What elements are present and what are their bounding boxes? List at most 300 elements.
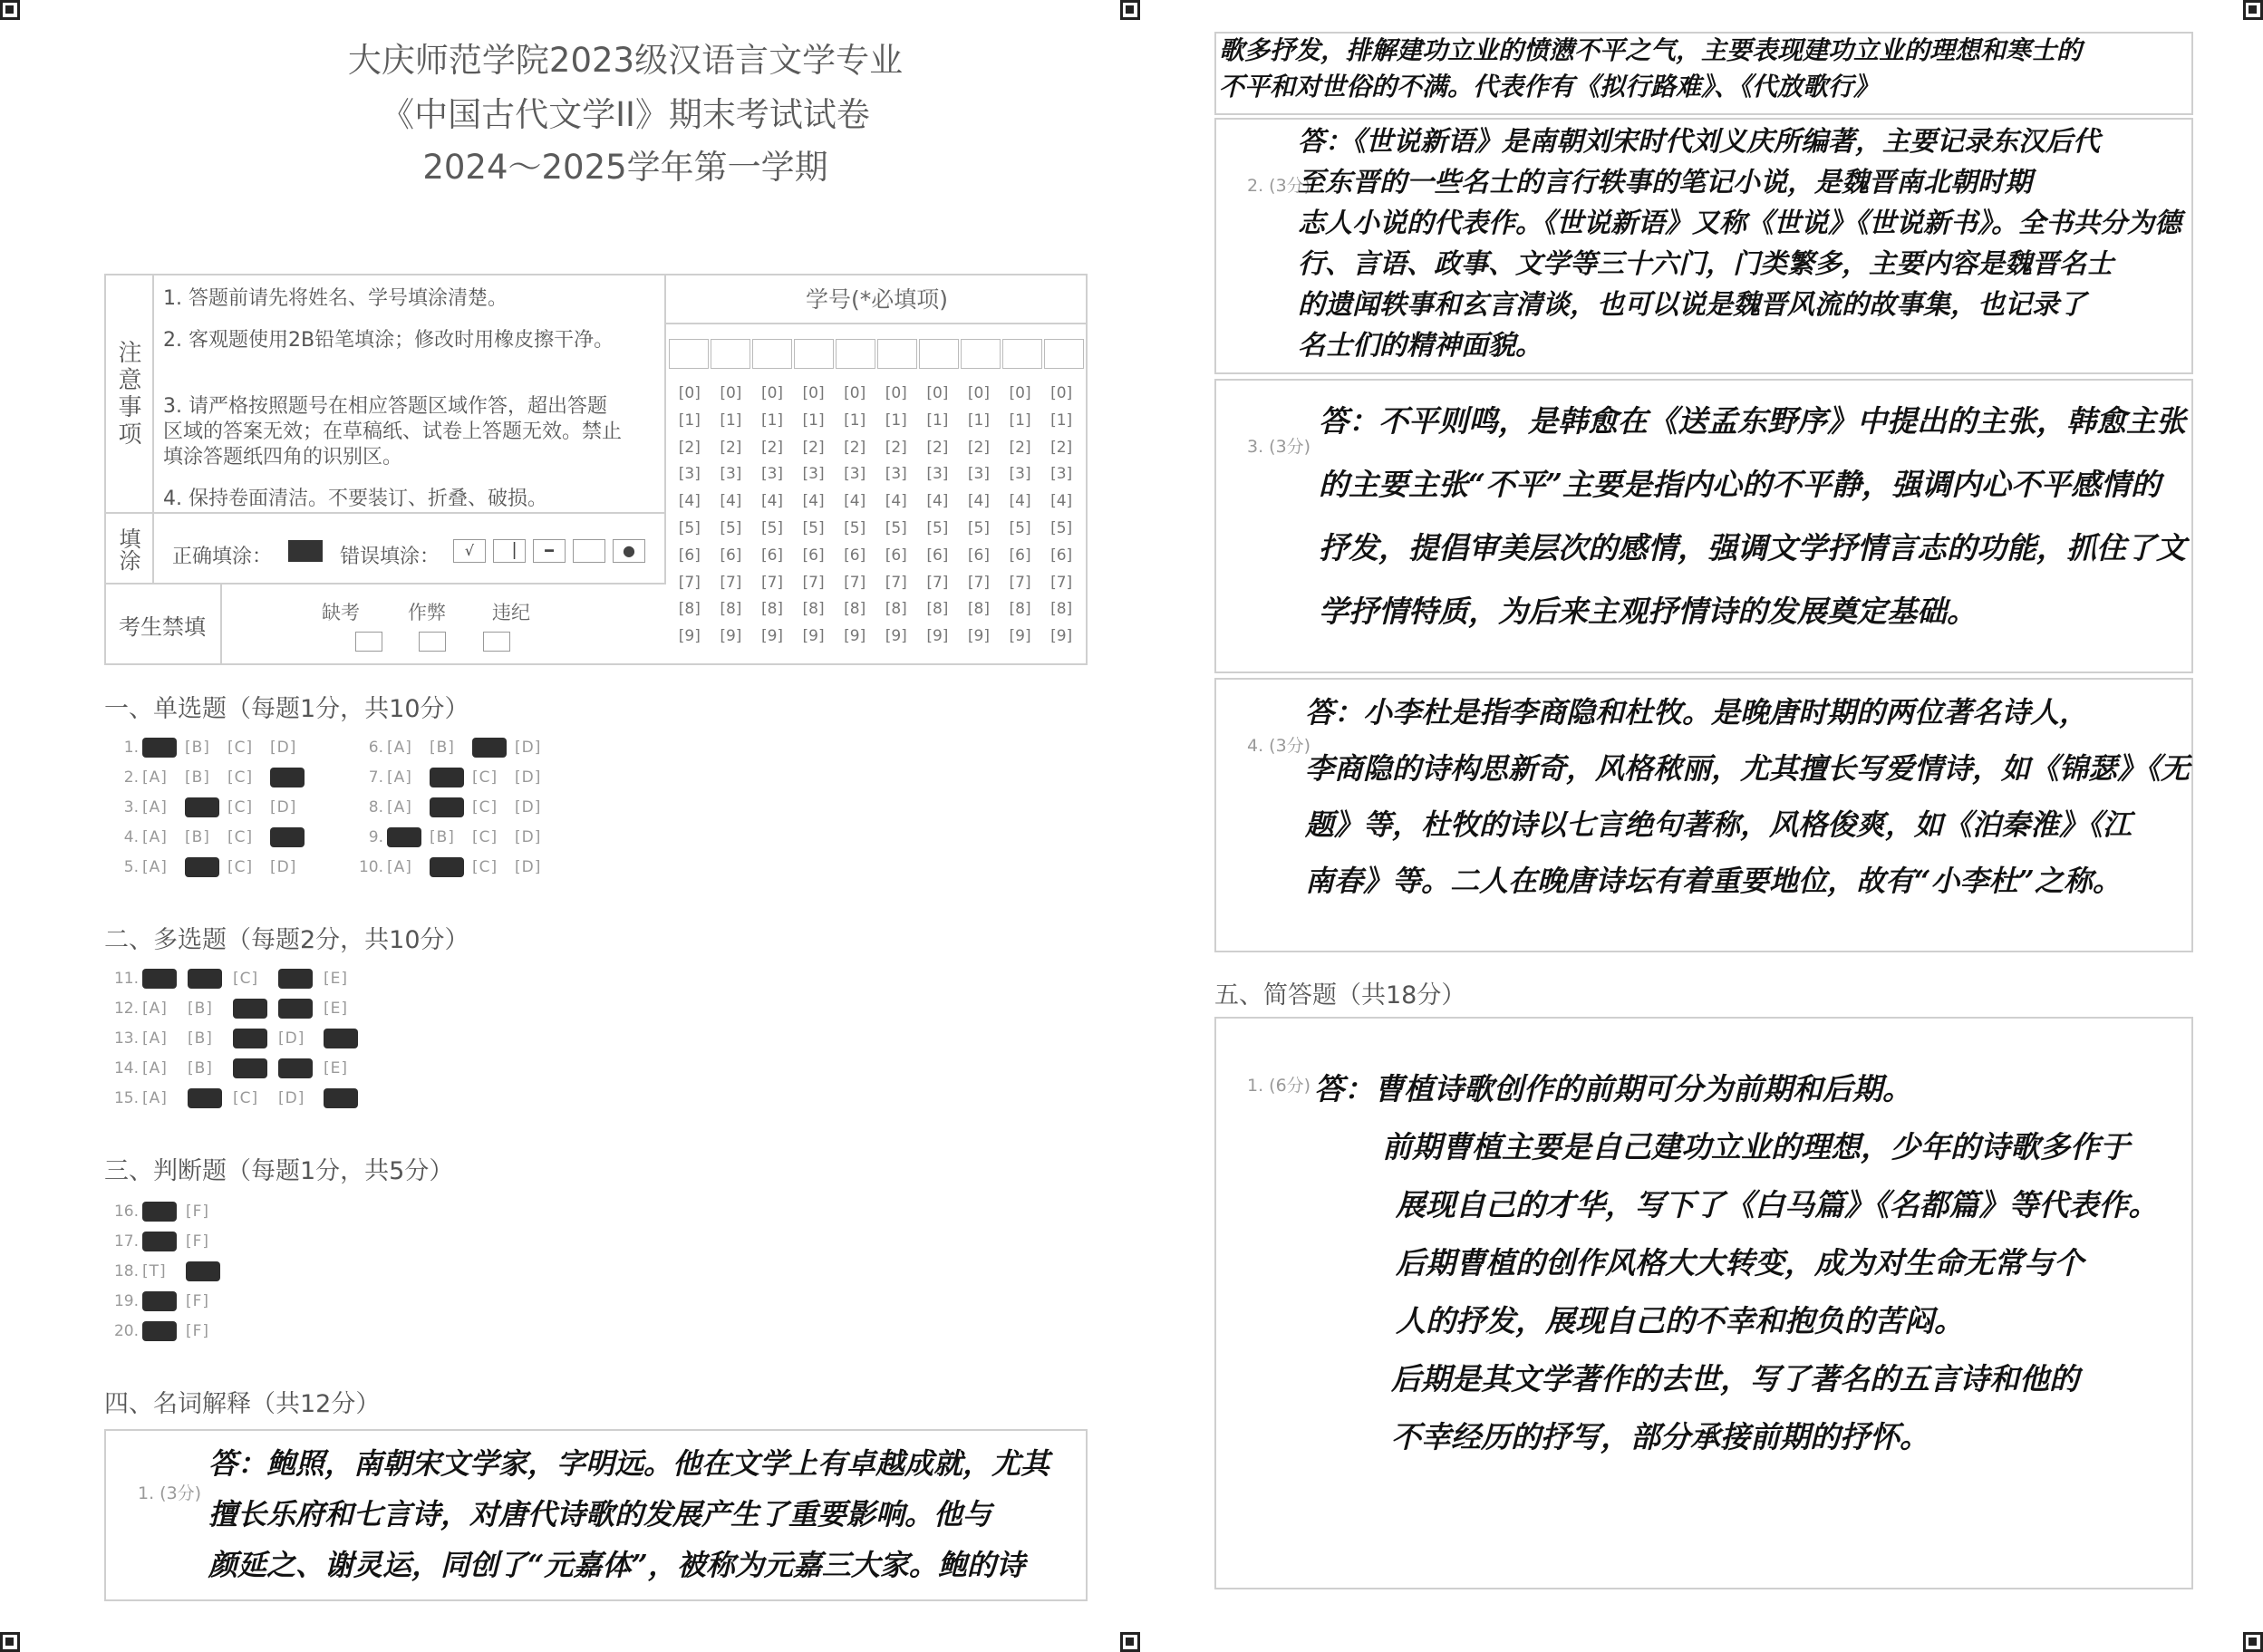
answer-bubble-filled[interactable] — [278, 969, 324, 989]
student-id-bubble[interactable]: [5] — [926, 518, 949, 537]
filled-bubble — [185, 857, 219, 877]
term-4-label: 4. (3分) — [1247, 736, 1311, 756]
answer-bubble-filled[interactable] — [142, 1202, 186, 1222]
question-number: 10. — [358, 857, 383, 876]
filled-bubble — [142, 1321, 177, 1341]
term-3-line-4: 学抒情特质，为后来主观抒情诗的发展奠定基础。 — [1319, 594, 1977, 629]
student-id-bubble[interactable]: [9] — [1009, 627, 1031, 646]
question-number: 8. — [368, 797, 383, 816]
answer-bubble[interactable]: [A] — [142, 857, 168, 876]
student-id-bubble[interactable]: [7] — [760, 573, 784, 592]
student-id-bubble[interactable]: [1] — [678, 411, 701, 430]
answer-bubble[interactable]: [F] — [186, 1202, 210, 1221]
answer-row — [358, 762, 557, 792]
absent-checkbox[interactable] — [355, 632, 382, 652]
student-id-bubble[interactable]: [6] — [844, 546, 866, 565]
student-id-bubble[interactable]: [9] — [844, 627, 866, 646]
student-id-bubble[interactable]: [2] — [967, 438, 990, 457]
answer-bubble[interactable]: [D] — [515, 797, 542, 816]
wrong-mark-check: √ — [453, 539, 486, 563]
student-id-bubble[interactable]: [1] — [1009, 411, 1031, 430]
exam-option-cheating: 作弊 — [408, 602, 446, 623]
answer-row — [358, 732, 557, 762]
answer-bubble[interactable]: [C] — [233, 1088, 259, 1107]
multi-choice-list[interactable] — [113, 963, 369, 1113]
answer-bubble[interactable]: [C] — [227, 797, 254, 816]
answer-bubble[interactable]: [F] — [186, 1321, 210, 1340]
true-false-list[interactable] — [113, 1196, 229, 1346]
term-1-continued-line-2: 不平和对世俗的不满。代表作有《拟行路难》、《代放歌行》 — [1219, 72, 1880, 101]
corner-mark-bottom-center — [1120, 1632, 1140, 1652]
filled-bubble — [270, 827, 305, 847]
answer-bubble[interactable]: [F] — [186, 1232, 210, 1251]
student-id-bubble[interactable]: [5] — [802, 518, 825, 537]
wrong-mark-empty — [573, 539, 605, 563]
student-id-cell[interactable] — [961, 339, 1001, 369]
student-id-bubble[interactable]: [1] — [967, 411, 990, 430]
short-1-line-2: 前期曹植主要是自己建功立业的理想，少年的诗歌多作于 — [1382, 1129, 2130, 1164]
student-id-bubble[interactable]: [3] — [1050, 465, 1073, 484]
term-2-line-3: 志人小说的代表作。《世说新语》又称《世说》《世说新书》。全书共分为德 — [1298, 208, 2181, 239]
answer-bubble-filled[interactable] — [278, 1058, 324, 1078]
answer-bubble[interactable]: [D] — [515, 827, 542, 846]
term-3-label: 3. (3分) — [1247, 437, 1311, 457]
student-id-cell[interactable] — [669, 339, 709, 369]
term-1-line-1: 答：鲍照，南朝宋文学家，字明远。他在文学上有卓越成就，尤其 — [208, 1446, 1050, 1481]
student-id-bubble[interactable]: [4] — [967, 492, 990, 511]
term-1-line-2: 擅长乐府和七言诗，对唐代诗歌的发展产生了重要影响。他与 — [208, 1497, 992, 1531]
short-1-line-5: 人的抒发，展现自己的不幸和抱负的苦闷。 — [1396, 1303, 1964, 1338]
corner-mark-top-center — [1120, 0, 1140, 20]
answer-bubble-filled[interactable] — [142, 1232, 186, 1251]
student-id-bubble[interactable]: [6] — [1009, 546, 1031, 565]
answer-bubble[interactable]: [B] — [185, 738, 210, 757]
short-1-line-4: 后期曹植的创作风格大大转变，成为对生命无常与个 — [1396, 1245, 2084, 1280]
answer-bubble-filled[interactable] — [188, 1088, 233, 1108]
student-id-bubble[interactable]: [7] — [802, 573, 825, 592]
student-id-bubble[interactable]: [8] — [720, 600, 742, 619]
correct-fill-label: 正确填涂： — [172, 546, 273, 568]
answer-bubble[interactable]: [A] — [142, 999, 168, 1018]
student-id-bubble[interactable]: [0] — [678, 384, 701, 402]
answer-bubble-filled[interactable] — [387, 827, 430, 847]
student-id-bubble[interactable]: [0] — [844, 384, 866, 402]
student-id-bubble[interactable]: [0] — [802, 384, 825, 402]
student-id-bubble[interactable]: [6] — [1050, 546, 1073, 565]
student-id-cell[interactable] — [752, 339, 792, 369]
student-id-bubble[interactable]: [6] — [760, 546, 784, 565]
filled-bubble — [278, 1058, 313, 1078]
student-id-bubble[interactable]: [4] — [885, 492, 907, 511]
student-id-column — [875, 381, 917, 651]
student-id-bubble[interactable]: [7] — [844, 573, 866, 592]
wrong-mark-bar: ▕ — [493, 539, 526, 563]
student-id-bubble-grid[interactable] — [669, 381, 1086, 651]
student-id-bubble[interactable]: [5] — [1050, 518, 1073, 537]
single-choice-col-2[interactable] — [358, 732, 557, 882]
answer-row — [113, 1226, 229, 1256]
answer-bubble-filled[interactable] — [270, 768, 313, 787]
answer-bubble-filled[interactable] — [142, 1321, 186, 1341]
student-id-bubble[interactable]: [6] — [967, 546, 990, 565]
answer-bubble-filled[interactable] — [270, 827, 313, 847]
student-id-bubble[interactable]: [7] — [678, 573, 701, 592]
student-id-column — [711, 381, 752, 651]
question-number: 20. — [113, 1321, 139, 1340]
answer-bubble-filled[interactable] — [278, 999, 324, 1019]
student-id-bubble[interactable]: [2] — [678, 438, 701, 457]
student-id-bubble[interactable]: [9] — [678, 627, 701, 646]
answer-bubble[interactable]: [E] — [324, 969, 349, 988]
term-3-line-2: 的主要主张“不平”主要是指内心的不平静，强调内心不平感情的 — [1319, 467, 2161, 502]
exam-option-absent: 缺考 — [322, 602, 360, 623]
answer-bubble-filled[interactable] — [430, 768, 472, 787]
student-id-bubble[interactable]: [9] — [760, 627, 784, 646]
answer-row — [113, 762, 313, 792]
term-2-label: 2. (3分) — [1247, 176, 1311, 196]
section-multi-choice: 二、多选题（每题2分，共10分） — [104, 926, 469, 954]
question-number: 2. — [123, 768, 139, 787]
corner-mark-bottom-right — [2243, 1632, 2263, 1652]
student-id-bubble[interactable]: [1] — [720, 411, 742, 430]
answer-row — [113, 1316, 229, 1346]
student-id-bubble[interactable]: [6] — [802, 546, 825, 565]
answer-bubble[interactable]: [C] — [472, 797, 498, 816]
exam-title-course: 《中国古代文学II》期末考试试卷 — [381, 95, 870, 134]
student-id-bubble[interactable]: [3] — [885, 465, 907, 484]
section-true-false: 三、判断题（每题1分，共5分） — [104, 1157, 454, 1185]
short-1-line-1: 答：曹植诗歌创作的前期可分为前期和后期。 — [1314, 1071, 1912, 1106]
answer-bubble[interactable]: [D] — [278, 1029, 305, 1048]
student-id-bubble[interactable]: [2] — [1009, 438, 1031, 457]
student-id-bubble[interactable]: [5] — [967, 518, 990, 537]
student-id-bubble[interactable]: [0] — [760, 384, 784, 402]
answer-bubble-filled[interactable] — [233, 1058, 278, 1078]
student-id-bubble[interactable]: [4] — [1009, 492, 1031, 511]
notice-item-3: 3. 请严格按照题号在相应答题区域作答，超出答题区域的答案无效；在草稿纸、试卷上答题无效。禁止填涂答题纸四角的识别区。 — [163, 395, 623, 469]
student-id-bubble[interactable]: [5] — [678, 518, 701, 537]
answer-row — [113, 1053, 369, 1083]
student-id-bubble[interactable]: [2] — [760, 438, 784, 457]
student-id-bubble[interactable]: [2] — [720, 438, 742, 457]
student-id-bubble[interactable]: [5] — [885, 518, 907, 537]
term-1-label: 1. (3分) — [138, 1483, 202, 1503]
question-number: 13. — [113, 1029, 139, 1048]
section-short-answer: 五、简答题（共18分） — [1214, 981, 1466, 1010]
answer-bubble[interactable]: [B] — [430, 738, 455, 757]
answer-bubble[interactable]: [B] — [185, 827, 210, 846]
answer-bubble[interactable]: [C] — [227, 768, 254, 787]
term-3-line-1: 答：不平则鸣，是韩愈在《送孟东野序》中提出的主张，韩愈主张 — [1319, 403, 2186, 439]
student-id-bubble[interactable]: [4] — [678, 492, 701, 511]
answer-bubble-filled[interactable] — [472, 738, 515, 758]
student-id-bubble[interactable]: [2] — [844, 438, 866, 457]
student-id-bubble[interactable]: [8] — [926, 600, 949, 619]
question-number: 9. — [368, 827, 383, 846]
student-id-bubble[interactable]: [3] — [926, 465, 949, 484]
answer-bubble[interactable]: [B] — [430, 827, 455, 846]
question-number: 12. — [113, 999, 139, 1018]
student-id-cell[interactable] — [1002, 339, 1042, 369]
student-id-bubble[interactable]: [6] — [678, 546, 701, 565]
student-id-bubble[interactable]: [1] — [802, 411, 825, 430]
answer-bubble[interactable]: [A] — [142, 768, 168, 787]
student-id-bubble[interactable]: [4] — [802, 492, 825, 511]
student-id-bubble[interactable]: [4] — [1050, 492, 1073, 511]
answer-bubble[interactable]: [A] — [387, 768, 412, 787]
student-id-cell[interactable] — [919, 339, 959, 369]
term-2-line-2: 至东晋的一些名士的言行轶事的笔记小说，是魏晋南北朝时期 — [1298, 167, 2032, 198]
student-id-cell[interactable] — [877, 339, 917, 369]
student-id-bubble[interactable]: [5] — [1009, 518, 1031, 537]
student-id-bubble[interactable]: [7] — [926, 573, 949, 592]
student-id-bubble[interactable]: [4] — [844, 492, 866, 511]
answer-bubble-filled[interactable] — [430, 857, 472, 877]
student-id-bubble[interactable]: [2] — [1050, 438, 1073, 457]
student-id-label: 学号(*必填项) — [805, 286, 948, 313]
student-id-bubble[interactable]: [8] — [678, 600, 701, 619]
answer-bubble[interactable]: [F] — [186, 1291, 210, 1310]
student-id-cell[interactable] — [794, 339, 834, 369]
answer-bubble[interactable]: [D] — [270, 738, 297, 757]
student-id-bubble[interactable]: [7] — [967, 573, 990, 592]
single-choice-col-1[interactable] — [113, 732, 313, 882]
student-id-bubble[interactable]: [2] — [802, 438, 825, 457]
answer-bubble-filled[interactable] — [142, 1291, 186, 1311]
answer-bubble[interactable]: [D] — [515, 738, 542, 757]
wrong-mark-dash: ━ — [533, 539, 566, 563]
answer-bubble-filled[interactable] — [430, 797, 472, 817]
answer-bubble-filled[interactable] — [233, 999, 278, 1019]
answer-bubble[interactable]: [B] — [188, 1029, 213, 1048]
answer-bubble[interactable]: [C] — [227, 827, 254, 846]
answer-bubble-filled[interactable] — [185, 797, 227, 817]
student-id-bubble[interactable]: [9] — [802, 627, 825, 646]
answer-bubble-filled[interactable] — [324, 1029, 369, 1048]
answer-bubble-filled[interactable] — [186, 1261, 229, 1281]
student-id-bubble[interactable]: [0] — [1050, 384, 1073, 402]
corner-mark-top-right — [2243, 0, 2263, 20]
term-4-line-2: 李商隐的诗构思新奇，风格秾丽，尤其擅长写爱情诗，如《锦瑟》《无 — [1305, 751, 2190, 786]
notice-item-2: 2. 客观题使用2B铅笔填涂；修改时用橡皮擦干净。 — [163, 329, 614, 352]
student-id-bubble[interactable]: [8] — [1009, 600, 1031, 619]
student-id-bubble[interactable]: [2] — [885, 438, 907, 457]
answer-bubble-filled[interactable] — [188, 969, 233, 989]
answer-bubble[interactable]: [A] — [142, 1088, 168, 1107]
student-id-bubble[interactable]: [1] — [844, 411, 866, 430]
question-number: 1. — [123, 738, 139, 757]
filled-bubble — [142, 1202, 177, 1222]
fill-heading: 填涂 — [115, 527, 140, 571]
answer-bubble[interactable]: [A] — [142, 1029, 168, 1048]
student-id-bubble[interactable]: [8] — [844, 600, 866, 619]
student-id-bubble[interactable]: [4] — [926, 492, 949, 511]
student-id-bubble[interactable]: [3] — [720, 465, 742, 484]
violation-checkbox[interactable] — [483, 632, 510, 652]
term-4-line-3: 题》等，杜牧的诗以七言绝句著称，风格俊爽，如《泊秦淮》《江 — [1305, 807, 2132, 842]
student-id-bubble[interactable]: [9] — [885, 627, 907, 646]
short-1-line-3: 展现自己的才华，写下了《白马篇》《名都篇》等代表作。 — [1396, 1187, 2159, 1222]
answer-bubble[interactable]: [A] — [387, 857, 412, 876]
student-id-bubble[interactable]: [0] — [926, 384, 949, 402]
short-1-label: 1. (6分) — [1247, 1076, 1311, 1096]
question-number: 17. — [113, 1232, 139, 1251]
question-number: 18. — [113, 1261, 139, 1280]
student-id-bubble[interactable]: [5] — [760, 518, 784, 537]
student-id-bubble[interactable]: [0] — [1009, 384, 1031, 402]
answer-bubble-filled[interactable] — [324, 1088, 369, 1108]
answer-bubble[interactable]: [C] — [227, 857, 254, 876]
filled-bubble — [387, 827, 421, 847]
filled-bubble — [188, 969, 222, 989]
answer-bubble[interactable]: [A] — [142, 1058, 168, 1077]
answer-row — [113, 963, 369, 993]
wrong-fill-samples — [453, 539, 645, 563]
answer-bubble[interactable]: [E] — [324, 1058, 349, 1077]
student-id-bubble[interactable]: [7] — [720, 573, 742, 592]
student-id-bubble[interactable]: [9] — [926, 627, 949, 646]
exam-title-term: 2024～2025学年第一学期 — [422, 148, 828, 187]
question-number: 16. — [113, 1202, 139, 1221]
short-1-line-6: 后期是其文学著作的去世，写了著名的五言诗和他的 — [1391, 1361, 2079, 1396]
answer-bubble[interactable]: [D] — [278, 1088, 305, 1107]
term-1-continued-line-1: 歌多抒发，排解建功立业的愤懑不平之气，主要表现建功立业的理想和寒士的 — [1219, 35, 2083, 65]
student-id-bubble[interactable]: [5] — [720, 518, 742, 537]
student-id-bubble[interactable]: [8] — [760, 600, 784, 619]
student-id-bubble[interactable]: [9] — [1050, 627, 1073, 646]
answer-row — [113, 1196, 229, 1226]
answer-row — [358, 852, 557, 882]
answer-bubble[interactable]: [C] — [472, 768, 498, 787]
answer-bubble[interactable]: [T] — [142, 1261, 167, 1280]
answer-bubble[interactable]: [D] — [515, 768, 542, 787]
student-id-bubble[interactable]: [9] — [967, 627, 990, 646]
student-id-bubble[interactable]: [8] — [802, 600, 825, 619]
question-number: 15. — [113, 1088, 139, 1107]
answer-bubble[interactable]: [C] — [472, 857, 498, 876]
student-id-column — [834, 381, 875, 651]
student-id-bubble[interactable]: [2] — [926, 438, 949, 457]
question-number: 14. — [113, 1058, 139, 1077]
answer-bubble-filled[interactable] — [233, 1029, 278, 1048]
question-number: 3. — [123, 797, 139, 816]
exam-title-school: 大庆师范学院2023级汉语言文学专业 — [347, 41, 904, 80]
answer-bubble[interactable]: [C] — [227, 738, 254, 757]
student-id-bubble[interactable]: [5] — [844, 518, 866, 537]
answer-bubble[interactable]: [C] — [233, 969, 259, 988]
student-id-write-cells[interactable] — [669, 339, 1086, 369]
student-id-bubble[interactable]: [3] — [967, 465, 990, 484]
student-id-bubble[interactable]: [3] — [1009, 465, 1031, 484]
term-3-line-3: 抒发，提倡审美层次的感情，强调文学抒情言志的功能，抓住了文 — [1319, 530, 2186, 565]
student-id-bubble[interactable]: [0] — [885, 384, 907, 402]
student-id-bubble[interactable]: [8] — [885, 600, 907, 619]
student-id-column — [793, 381, 835, 651]
student-id-bubble[interactable]: [3] — [760, 465, 784, 484]
student-id-cell[interactable] — [711, 339, 750, 369]
answer-bubble[interactable]: [B] — [188, 999, 213, 1018]
question-number: 11. — [113, 969, 139, 988]
student-id-bubble[interactable]: [6] — [885, 546, 907, 565]
student-id-bubble[interactable]: [1] — [1050, 411, 1073, 430]
student-id-column — [669, 381, 711, 651]
wrong-mark-dot: ● — [613, 539, 645, 563]
student-id-cell[interactable] — [1044, 339, 1084, 369]
student-id-cell[interactable] — [836, 339, 875, 369]
answer-bubble-filled[interactable] — [142, 969, 188, 989]
student-id-bubble[interactable]: [1] — [926, 411, 949, 430]
student-id-bubble[interactable]: [0] — [720, 384, 742, 402]
student-id-column — [958, 381, 1000, 651]
student-id-bubble[interactable]: [7] — [1009, 573, 1031, 592]
answer-bubble[interactable]: [E] — [324, 999, 349, 1018]
answer-row — [358, 822, 557, 852]
correct-fill-sample — [288, 540, 323, 562]
student-id-bubble[interactable]: [3] — [678, 465, 701, 484]
student-id-bubble[interactable]: [7] — [885, 573, 907, 592]
question-number: 4. — [123, 827, 139, 846]
student-id-bubble[interactable]: [0] — [967, 384, 990, 402]
answer-row — [358, 792, 557, 822]
student-id-bubble[interactable]: [6] — [720, 546, 742, 565]
student-id-bubble[interactable]: [4] — [720, 492, 742, 511]
term-1-line-3: 颜延之、谢灵运，同创了“元嘉体”，被称为元嘉三大家。鲍的诗 — [208, 1548, 1025, 1582]
question-number: 5. — [123, 857, 139, 876]
student-id-bubble[interactable]: [3] — [802, 465, 825, 484]
answer-bubble[interactable]: [A] — [142, 827, 168, 846]
student-id-bubble[interactable]: [4] — [760, 492, 784, 511]
student-id-bubble[interactable]: [6] — [926, 546, 949, 565]
answer-bubble-filled[interactable] — [185, 857, 227, 877]
student-id-bubble[interactable]: [7] — [1050, 573, 1073, 592]
filled-bubble — [233, 1029, 267, 1048]
question-number: 7. — [368, 768, 383, 787]
student-id-bubble[interactable]: [3] — [844, 465, 866, 484]
answer-row — [113, 1083, 369, 1113]
student-id-bubble[interactable]: [1] — [885, 411, 907, 430]
filled-bubble — [142, 738, 177, 758]
student-id-bubble[interactable]: [9] — [720, 627, 742, 646]
answer-bubble[interactable]: [A] — [387, 738, 412, 757]
answer-bubble[interactable]: [D] — [270, 797, 297, 816]
section-term-explanation: 四、名词解释（共12分） — [104, 1390, 381, 1418]
filled-bubble — [278, 969, 313, 989]
answer-row — [113, 792, 313, 822]
filled-bubble — [185, 797, 219, 817]
answer-bubble[interactable]: [D] — [270, 857, 297, 876]
student-id-column — [1000, 381, 1041, 651]
answer-bubble-filled[interactable] — [142, 738, 185, 758]
cheating-checkbox[interactable] — [419, 632, 446, 652]
answer-row — [113, 1023, 369, 1053]
examiner-only-label: 考生禁填 — [119, 614, 206, 640]
answer-bubble[interactable]: [D] — [515, 857, 542, 876]
filled-bubble — [430, 768, 464, 787]
answer-bubble[interactable]: [C] — [472, 827, 498, 846]
answer-bubble[interactable]: [B] — [185, 768, 210, 787]
student-id-bubble[interactable]: [8] — [1050, 600, 1073, 619]
student-id-bubble[interactable]: [1] — [760, 411, 784, 430]
student-id-column — [917, 381, 959, 651]
filled-bubble — [188, 1088, 222, 1108]
term-2-line-4: 行、言语、政事、文学等三十六门，门类繁多，主要内容是魏晋名士 — [1298, 248, 2113, 280]
filled-bubble — [430, 797, 464, 817]
answer-bubble[interactable]: [B] — [188, 1058, 213, 1077]
answer-bubble[interactable]: [A] — [142, 797, 168, 816]
student-id-bubble[interactable]: [8] — [967, 600, 990, 619]
term-2-line-6: 名士们的精神面貌。 — [1298, 330, 1543, 362]
answer-bubble[interactable]: [A] — [387, 797, 412, 816]
